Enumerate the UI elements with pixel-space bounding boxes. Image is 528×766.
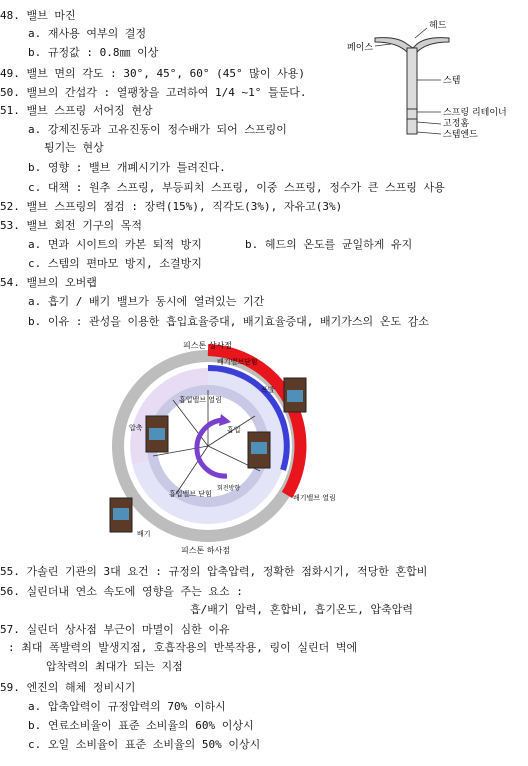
item-51c: c. 대책 : 원추 스프링, 부등피치 스프링, 이중 스프링, 정수가 큰 스프링 사용 — [28, 181, 445, 194]
engine-cylinder-icon — [248, 432, 270, 468]
heading-55: 55. 가솔린 기관의 3대 요건 : 규정의 압축압력, 정확한 점화시기, 적당한 혼합비 — [0, 565, 428, 578]
label-rotation: 회전방향 — [217, 485, 241, 492]
valve-label-stem-end: 스템엔드 — [443, 130, 478, 140]
label-power: 폭발 — [261, 386, 275, 394]
valve-label-face: 페이스 — [347, 43, 374, 53]
heading-53: 53. 밸브 회전 기구의 목적 — [0, 219, 142, 232]
engine-cylinder-icon — [110, 498, 132, 532]
heading-51: 51. 밸브 스프링 서어징 현상 — [0, 104, 153, 117]
heading-54: 54. 밸브의 오버랩 — [0, 276, 97, 289]
item-53c: c. 스템의 편마모 방지, 소결방지 — [28, 257, 202, 270]
valve-label-head: 헤드 — [429, 21, 447, 31]
heading-49: 49. 밸브 면의 각도 : 30°, 45°, 60° (45° 많이 사용) — [0, 67, 305, 80]
item-48a: a. 재사용 여부의 결정 — [28, 27, 147, 40]
item-53b: b. 헤드의 온도를 균일하게 유지 — [245, 238, 413, 251]
item-51a-cont: 튕기는 현상 — [44, 141, 104, 154]
label-tdc: 피스톤 상사점 — [183, 341, 232, 350]
item-59b: b. 연료소비율이 표준 소비율의 60% 이상시 — [28, 719, 254, 732]
label-exhaust-open: 배기밸브 열림 — [293, 494, 336, 502]
item-53a: a. 면과 시이트의 카본 퇴적 방지 — [28, 238, 202, 251]
item-51a: a. 강제진동과 고유진동이 정수배가 되어 스프링이 — [28, 123, 287, 136]
item-51b: b. 영향 : 밸브 개폐시기가 틀려진다. — [28, 161, 226, 174]
label-compression: 압축 — [129, 424, 143, 432]
heading-50: 50. 밸브의 간섭각 : 열팽창을 고려하여 1/4 ~1° 틀둔다. — [0, 86, 307, 99]
label-bdc: 피스톤 하사점 — [181, 546, 230, 555]
engine-cylinder-icon — [284, 378, 306, 412]
label-intake: 흡입 — [227, 426, 241, 434]
item-59a: a. 압축압력이 규정압력의 70% 이하시 — [28, 700, 226, 713]
item-56-factors: 흡/배기 압력, 혼합비, 흡기온도, 압축압력 — [190, 603, 413, 616]
item-54a: a. 흡기 / 배기 밸브가 동시에 열려있는 기간 — [28, 295, 265, 308]
item-59c: c. 오일 소비율이 표준 소비율의 50% 이상시 — [28, 738, 261, 751]
valve-diagram — [345, 14, 525, 144]
heading-57: 57. 실린더 상사점 부근이 마멸이 심한 이유 — [0, 623, 230, 636]
label-intake-close: 흡입밸브 닫힘 — [169, 490, 212, 498]
valve-label-groove: 고정홈 — [443, 119, 470, 129]
heading-59: 59. 엔진의 해체 정비시기 — [0, 681, 136, 694]
valve-label-stem: 스템 — [443, 76, 461, 86]
valve-timing-diagram — [95, 338, 336, 556]
label-exhaust-close: 배기밸브닫힘 — [217, 358, 258, 366]
item-57-reason: : 최대 폭발력의 발생지점, 호흡작용의 반복작용, 링이 실린더 벽에 — [8, 641, 358, 654]
heading-48: 48. 밸브 마진 — [0, 9, 76, 22]
item-57-reason-cont: 압착력의 최대가 되는 지점 — [46, 660, 183, 673]
item-48b: b. 규정값 : 0.8㎜ 이상 — [28, 46, 159, 59]
valve-label-retainer: 스프링 리테이너 — [443, 108, 507, 118]
heading-52: 52. 밸브 스프링의 점검 : 장력(15%), 직각도(3%), 자유고(3%) — [0, 200, 343, 213]
item-54b: b. 이유 : 관성을 이용한 흡입효율증대, 배기효율증대, 배기가스의 온도 감소 — [28, 315, 429, 328]
label-exhaust: 배기 — [137, 530, 151, 538]
heading-56: 56. 실린더내 연소 속도에 영향을 주는 요소 : — [0, 585, 243, 598]
label-intake-open: 흡입밸브 열림 — [179, 396, 222, 404]
engine-cylinder-icon — [146, 416, 168, 452]
